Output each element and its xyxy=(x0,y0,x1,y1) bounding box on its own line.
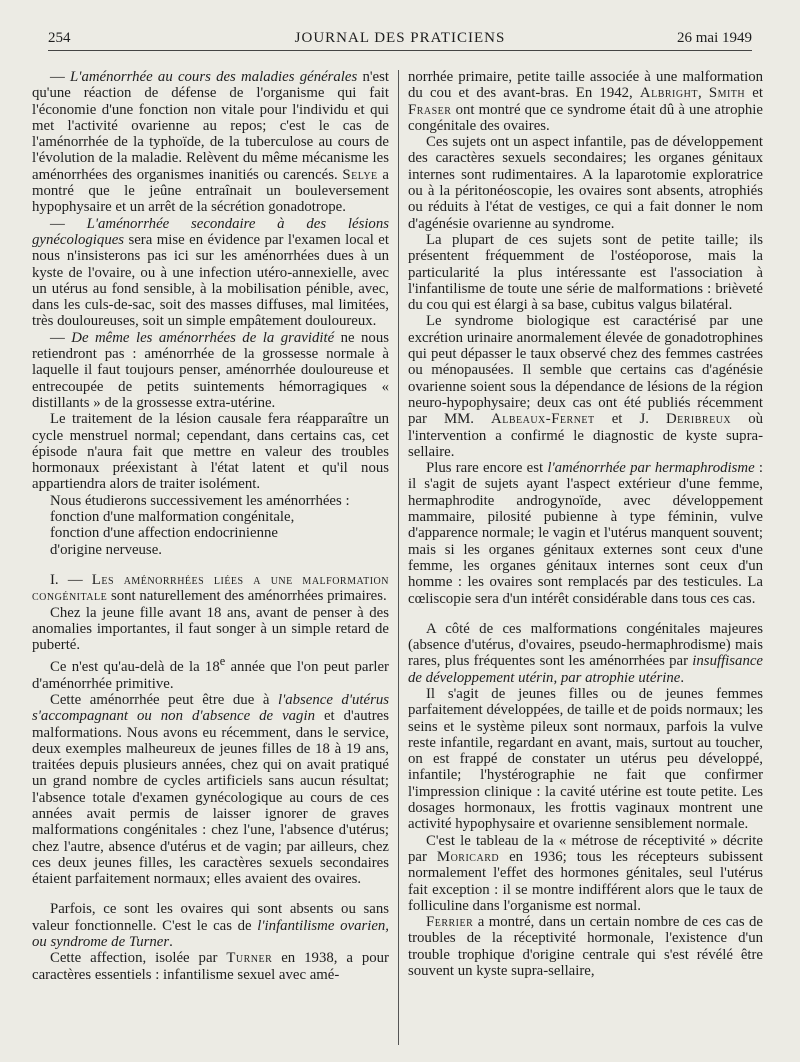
paragraph: La plupart de ces sujets sont de petite taille; ils présentent fréquemment de l'ostéoporose, mais la particularité la plus intéressante est l'association à l'infantilisme de toute une série de malformations : brièveté du cou qui est élargi à sa base, cubitus valgus bilatéral. xyxy=(408,231,763,314)
paragraph: Cette aménorrhée peut être due à l'absence d'utérus s'accompagnant ou non d'absence de vagin et d'autres malformations. Nous avons eu récemment, dans le service, deux exemples malheureux de jeunes filles de 18 à 19 ans, traitées depuis plusieurs années, chez qui on avait pratiqué un grand nombre de cycles artificiels sans aucun résultat; l'absence totale d'examen gynécologique au cours de ces années avait permis de laisser ignorer de graves malformations congénitales : chez l'une, l'absence d'utérus; chez l'autre, absence d'utérus et de vagin; par ailleurs, chez ces deux jeunes filles, les caractères sexuels secondaires étaient parfaitement normaux; elles avaient des ovaires. xyxy=(32,691,389,888)
paragraph: Ce n'est qu'au-delà de la 18e année que l'on peut parler d'aménorrhée primitive. xyxy=(32,654,389,692)
list-item: fonction d'une affection endocrinienne xyxy=(50,525,278,542)
page-header xyxy=(48,24,752,50)
paragraph: — L'aménorrhée au cours des maladies générales n'est qu'une réaction de défense de l'organisme qui fait l'économie d'une fonction non vitale pour l'individu et qui met l'activité ovarienne au repos; c'est le cas de l'aménorrhée de la typhoïde, de la tuberculose au cours de l'évolution de la maladie. Relèvent du même mécanisme les aménorrhées des organismes inanitiés ou carencés. Selye a montré que le jeûne entraînait un bouleversement hypophysaire et un arrêt de la sécrétion gonadotrope. xyxy=(32,69,389,216)
journal-title: JOURNAL DES PRATICIENS xyxy=(294,30,506,46)
left-column xyxy=(32,69,389,983)
header-rule xyxy=(48,50,752,51)
paragraph: Nous étudierons successivement les aménorrhées : xyxy=(50,492,350,509)
right-column xyxy=(408,69,763,979)
paragraph: Le traitement de la lésion causale fera réapparaître un cycle menstruel normal; cependant, dans certains cas, cet épisode n'aura fait que mettre en valeur des troubles hormonaux préexistant à l'état latent et qu'il nous appartiendra alors de traiter isolément. xyxy=(32,411,389,493)
paragraph: A côté de ces malformations congénitales majeures (absence d'utérus, d'ovaires, pseudo-hermaphrodisme) mais rares, plus fréquentes sont les aménorrhées par insuffisance de développement utérin, par atrophie utérine. xyxy=(408,620,763,686)
paragraph: norrhée primaire, petite taille associée à une malformation du cou et des avant-bras. En 1942, Albright, Smith et Fraser ont montré que ce syndrome était dû à une atrophie congénitale des ovaires. xyxy=(408,69,763,134)
paragraph: Il s'agit de jeunes filles ou de jeunes femmes parfaitement développées, de taille et de poids normaux; les seins et le système pileux sont normaux, parfois la vulve reste infantile, regardant en avant, mais, surtout au toucher, on est frappé de constater un utérus peu développé, infantile; l'hystérographie ne fait que confirmer l'impression clinique : la cavité utérine est toute petite. Les dosages hormonaux, les frottis vaginaux montrent une activité hypophysaire et ovarienne sensiblement normale. xyxy=(408,685,763,833)
paragraph: Le syndrome biologique est caractérisé par une excrétion urinaire anormalement élevée de gonadotrophines qui peut dépasser le taux observé chez des femmes castrées ou ménopausées. Il semble que certains cas d'agénésie ovarienne soient sous la dépendance de lésions de la région neuro-hypophysaire; deux cas ont été publiés récemment par MM. Albeaux-Fernet et J. Deribreux où l'intervention a confirmé le diagnostic de kyste supra-sellaire. xyxy=(408,313,764,460)
page-number: 254 xyxy=(48,30,71,46)
paragraph: — L'aménorrhée secondaire à des lésions gynécologiques sera mise en évidence par l'examen local et nous n'insisterons pas ici sur les aménorrhées dues à un kyste de l'ovaire, ou à une infection utéro-annexielle, avec un utérus au fond sensible, à la mobilisation pénible, avec, dans les culs-de-sac, soit des masses diffuses, mal limitées, très douloureuses, soit un simple empâtement douloureux. xyxy=(32,215,389,330)
paragraph: Parfois, ce sont les ovaires qui sont absents ou sans valeur fonctionnelle. C'est le cas de l'infantilisme ovarien, ou syndrome de Turner. xyxy=(32,901,389,951)
issue-date: 26 mai 1949 xyxy=(677,30,752,46)
paragraph: Chez la jeune fille avant 18 ans, avant de penser à des anomalies importantes, il faut songer à un simple retard de puberté. xyxy=(32,604,389,654)
paragraph: Cette affection, isolée par Turner en 1938, a pour caractères essentiels : infantilisme sexuel avec amé- xyxy=(32,950,389,983)
paragraph: Ces sujets ont un aspect infantile, pas de développement des caractères sexuels secondaires; les organes génitaux internes sont rudimentaires. A la laparotomie exploratrice ou à la péritonéoscopie, les ovaires sont absents, atrophiés ou réduits à l'état de vestiges, ce qui a fait donner le nom d'agénésie ovarienne au syndrome. xyxy=(408,134,763,232)
column-divider xyxy=(398,70,399,1045)
paragraph: Plus rare encore est l'aménorrhée par hermaphrodisme : il s'agit de sujets ayant l'aspect extérieur d'une femme, hermaphrodite androgynoïde, avec développement mammaire, pilosité pubienne à type féminin, vulve d'apparence normale; le vagin et l'utérus manquent souvent; mais si les organes génitaux externes sont ceux d'une femme, les organes génitaux internes sont ceux d'un homme : les ovaires sont remplacés par des testicules. La cœliscopie sera d'un intérêt considérable dans tous ces cas. xyxy=(408,460,763,607)
paragraph: C'est le tableau de la « métrose de réceptivité » décrite par Moricard en 1936; tous les récepteurs subissent normalement l'effet des hormones génitales, seul l'utérus fait exception : il se montre indifférent alors que le taux de folliculine dans l'organisme est normal. xyxy=(408,832,764,914)
paragraph: — De même les aménorrhées de la gravidité ne nous retiendront pas : aménorrhée de la grossesse normale à laquelle il faut toujours penser, aménorrhée douloureuse et entrecoupée de petits suintements hémorragiques « distillants » de la grossesse extra-utérine. xyxy=(32,329,389,411)
paragraph: Ferrier a montré, dans un certain nombre de ces cas de troubles de la réceptivité hormonale, l'existence d'un trouble trophique d'origine centrale qui s'est révélé être souvent un kyste supra-sellaire, xyxy=(408,914,763,980)
list-item: fonction d'une malformation congénitale, xyxy=(50,509,295,526)
list-item: d'origine nerveuse. xyxy=(50,541,162,558)
section-heading-paragraph: I. — Les aménorrhées liées a une malformation congénitale sont naturellement des aménorrhées primaires. xyxy=(32,571,389,605)
